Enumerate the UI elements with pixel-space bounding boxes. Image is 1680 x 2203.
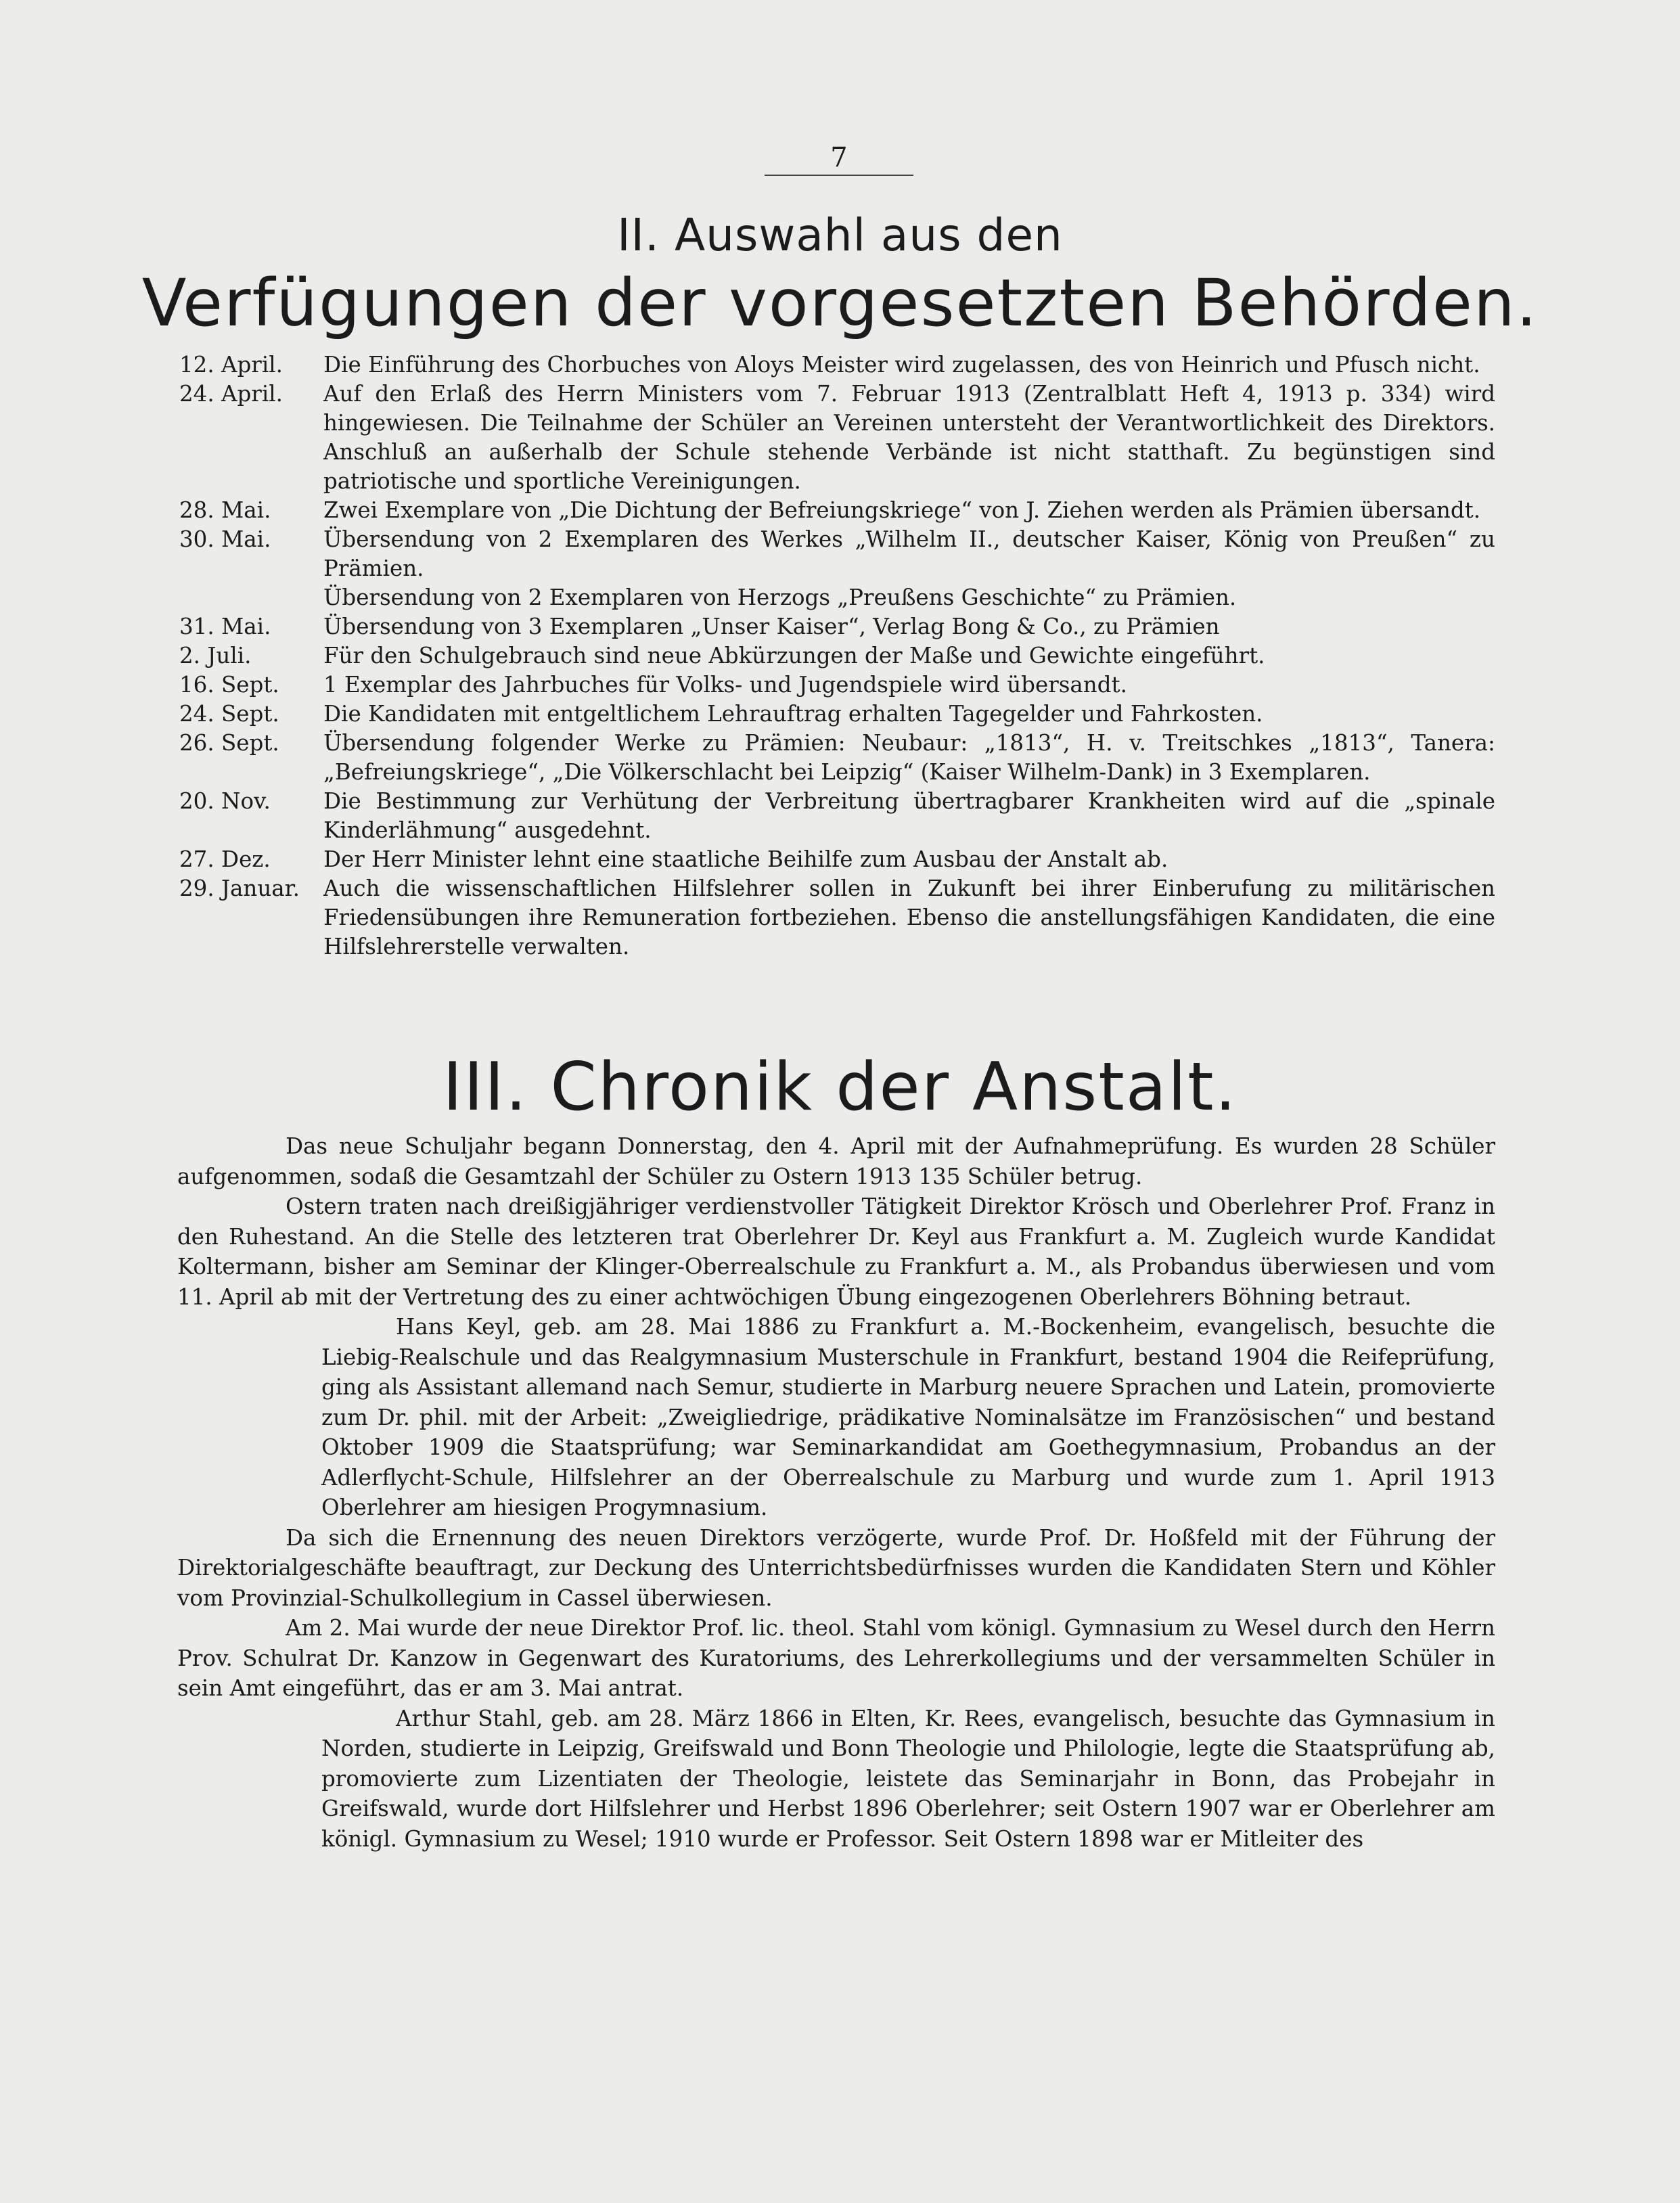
biography-keyl: Hans Keyl, geb. am 28. Mai 1886 zu Frankfurt a. M.-Bockenheim, evangelisch, besuchte die Liebig-Realschule und das Realgymnasium Musterschule in Frankfurt, bestand 1904 die Reifeprüfung, ging als Assistant allemand nach Semur, studierte in Marburg neuere Sprachen und Latein, promovierte zum Dr. phil. mit der Arbeit: „Zweigliedrige, prädikative Nominalsätze im Französischen“ und bestand Oktober 1909 die Staatsprüfung; war Seminarkandidat am Goethegymnasium, Probandus an der Adlerflycht-Schule, Hilfslehrer an der Oberrealschule zu Marburg und wurde zum 1. April 1913 Oberlehrer am hiesigen Progymnasium. — [321, 1314, 1495, 1520]
order-date: 26. Sept. — [179, 730, 279, 756]
order-text: Der Herr Minister lehnt eine staatliche Beihilfe zum Ausbau der Anstalt ab. — [323, 846, 1168, 872]
order-entry — [179, 787, 1495, 845]
chronicle-paragraph: Da sich die Ernennung des neuen Direktors verzögerte, wurde Prof. Dr. Hoßfeld mit der Führung der Direktorialgeschäfte beauftragt, zur Deckung des Unterrichtsbedürfnisses wurden die Kandidaten Stern und Köhler vom Provinzial-Schulkollegium in Cassel überwiesen. — [177, 1524, 1495, 1611]
page-number-rule — [765, 175, 913, 176]
order-date: 20. Nov. — [179, 788, 271, 814]
section-2-heading-line-2: Verfügungen der vorgesetzten Behörden. — [141, 265, 1539, 341]
biography-stahl: Arthur Stahl, geb. am 28. März 1866 in Elten, Kr. Rees, evangelisch, besuchte das Gymnasium in Norden, studierte in Leipzig, Greifswald und Bonn Theologie und Philologie, legte die Staatsprüfung ab, promovierte zum Lizentiaten der Theologie, leistete das Seminarjahr in Bonn, das Probejahr in Greifswald, wurde dort Hilfslehrer und Herbst 1896 Oberlehrer; seit Ostern 1907 war er Oberlehrer am königl. Gymnasium zu Wesel; 1910 wurde er Professor. Seit Ostern 1898 war er Mitleiter des — [321, 1705, 1495, 1852]
order-entry — [179, 525, 1495, 583]
order-entry — [179, 671, 1495, 700]
order-text: Übersendung von 2 Exemplaren von Herzogs „Preußens Geschichte“ zu Prämien. — [323, 585, 1237, 610]
order-text: Die Kandidaten mit entgeltlichem Lehrauftrag erhalten Tagegelder und Fahrkosten. — [323, 701, 1263, 727]
order-text: Zwei Exemplare von „Die Dichtung der Befreiungskriege“ von J. Ziehen werden als Prämien übersandt. — [323, 497, 1481, 523]
order-date: 24. April. — [179, 381, 283, 407]
order-entry — [179, 583, 1495, 612]
page-number: 7 — [830, 142, 848, 173]
chronicle-paragraph: Ostern traten nach dreißigjähriger verdienstvoller Tätigkeit Direktor Krösch und Oberlehrer Prof. Franz in den Ruhestand. An die Stelle des letzteren trat Oberlehrer Dr. Keyl aus Frankfurt a. M. Zugleich wurde Kandidat Koltermann, bisher am Seminar der Klinger-Oberrealschule zu Frankfurt a. M., als Probandus überwiesen und vom 11. April ab mit der Vertretung des zu einer achtwöchigen Übung eingezogenen Oberlehrers Böhning betraut. — [177, 1194, 1495, 1310]
order-entry — [179, 641, 1495, 671]
order-entry — [179, 729, 1495, 787]
order-text: Übersendung folgender Werke zu Prämien: Neubaur: „1813“, H. v. Treitschkes „1813“, Tanera: „Befreiungskriege“, „Die Völkerschlacht bei Leipzig“ (Kaiser Wilhelm-Dank) in 3 Exemplaren. — [323, 730, 1495, 785]
order-date: 30. Mai. — [179, 526, 271, 552]
order-date: 2. Juli. — [179, 643, 252, 668]
order-date: 16. Sept. — [179, 672, 279, 698]
order-date: 27. Dez. — [179, 846, 271, 872]
chronicle-body — [177, 1131, 1495, 1854]
order-text: Die Bestimmung zur Verhütung der Verbreitung übertragbarer Krankheiten wird auf die „spinale Kinderlähmung“ ausgedehnt. — [323, 788, 1495, 843]
order-entry — [179, 612, 1495, 641]
chronicle-paragraph: Das neue Schuljahr begann Donnerstag, den 4. April mit der Aufnahmeprüfung. Es wurden 28 Schüler aufgenommen, sodaß die Gesamtzahl der Schüler zu Ostern 1913 135 Schüler betrug. — [177, 1133, 1495, 1189]
order-date: 24. Sept. — [179, 701, 279, 727]
order-entry — [179, 874, 1495, 961]
order-entry — [179, 380, 1495, 496]
order-entry — [179, 350, 1495, 380]
section-2-heading-line-1: II. Auswahl aus den — [617, 209, 1063, 261]
order-entry — [179, 700, 1495, 729]
order-date: 31. Mai. — [179, 614, 271, 639]
order-date: 29. Januar. — [179, 876, 300, 901]
order-text: 1 Exemplar des Jahrbuches für Volks- und Jugendspiele wird übersandt. — [323, 672, 1127, 698]
order-text: Für den Schulgebrauch sind neue Abkürzungen der Maße und Gewichte eingeführt. — [323, 643, 1265, 668]
order-text: Auf den Erlaß des Herrn Ministers vom 7. Februar 1913 (Zentralblatt Heft 4, 1913 p. 334) wird hingewiesen. Die Teilnahme der Schüler an Vereinen untersteht der Verantwortlichkeit des Direktors. Anschluß an außerhalb der Schule stehende Verbände ist nicht statthaft. Zu begünstigen sind patriotische und sportliche Vereinigungen. — [323, 381, 1495, 494]
orders-list — [179, 350, 1495, 961]
section-3-heading: III. Chronik der Anstalt. — [442, 1049, 1238, 1126]
order-text: Auch die wissenschaftlichen Hilfslehrer sollen in Zukunft bei ihrer Einberufung zu militärischen Friedensübungen ihre Remuneration fortbeziehen. Ebenso die anstellungsfähigen Kandidaten, die eine Hilfslehrerstelle verwalten. — [323, 876, 1495, 959]
order-text: Übersendung von 2 Exemplaren des Werkes „Wilhelm II., deutscher Kaiser, König von Preußen“ zu Prämien. — [323, 526, 1495, 581]
order-text: Die Einführung des Chorbuches von Aloys Meister wird zugelassen, des von Heinrich und Pfusch nicht. — [323, 352, 1480, 378]
order-date: 12. April. — [179, 352, 283, 378]
order-entry — [179, 496, 1495, 525]
order-date — [179, 583, 323, 612]
order-date: 28. Mai. — [179, 497, 271, 523]
order-text: Übersendung von 3 Exemplaren „Unser Kaiser“, Verlag Bong & Co., zu Prämien — [323, 614, 1220, 639]
order-entry — [179, 845, 1495, 874]
chronicle-paragraph: Am 2. Mai wurde der neue Direktor Prof. lic. theol. Stahl vom königl. Gymnasium zu Wesel durch den Herrn Prov. Schulrat Dr. Kanzow in Gegenwart des Kuratoriums, des Lehrerkollegiums und der versammelten Schüler in sein Amt eingeführt, das er am 3. Mai antrat. — [177, 1615, 1495, 1701]
